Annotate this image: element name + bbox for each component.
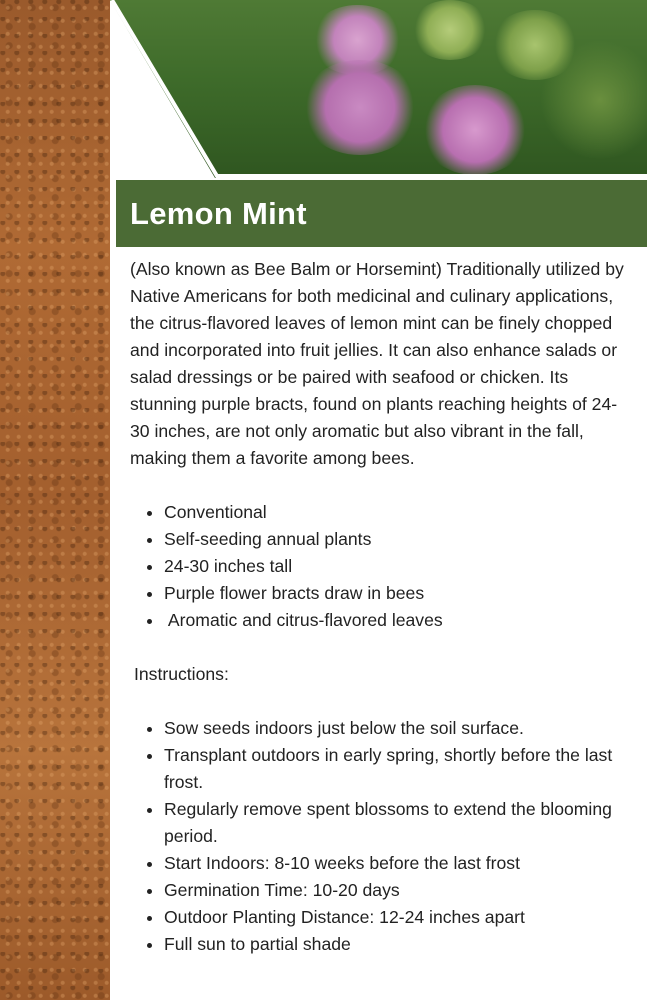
description-paragraph: (Also known as Bee Balm or Horsemint) Traditionally utilized by Native Americans for both medicinal and culinary applications, the citrus-flavored leaves of lemon mint can be finely chopped and incorporated into fruit jellies. It can also enhance salads or salad dressings or be paired with seafood or chicken. Its stunning purple bracts, found on plants reaching heights of 24-30 inches, are not only aromatic but also vibrant in the fall, making them a favorite among bees.	[130, 259, 624, 468]
list-item: • Sow seeds indoors just below the soil surface.	[164, 715, 635, 742]
list-item: • Conventional	[164, 499, 635, 526]
main-content	[130, 256, 635, 958]
list-item: • Aromatic and citrus-flavored leaves	[164, 607, 635, 634]
feature-list	[130, 499, 635, 634]
instructions-list	[130, 715, 635, 958]
list-item: • Germination Time: 10-20 days	[164, 877, 635, 904]
list-item: • Full sun to partial shade	[164, 931, 635, 958]
list-item: • Purple flower bracts draw in bees	[164, 580, 635, 607]
list-item: • Start Indoors: 8-10 weeks before the last frost	[164, 850, 635, 877]
soil-texture-image	[0, 0, 110, 1000]
list-item: • 24-30 inches tall	[164, 553, 635, 580]
page-title: Lemon Mint	[130, 195, 307, 231]
list-item: • Regularly remove spent blossoms to extend the blooming period.	[164, 796, 635, 850]
title-bar	[116, 180, 647, 247]
list-item: • Transplant outdoors in early spring, shortly before the last frost.	[164, 742, 635, 796]
instructions-heading: Instructions:	[134, 664, 229, 684]
list-item: • Self-seeding annual plants	[164, 526, 635, 553]
lemon-mint-flower-photo	[110, 0, 647, 178]
list-item: • Outdoor Planting Distance: 12-24 inches apart	[164, 904, 635, 931]
diagonal-white-frame	[110, 0, 647, 178]
